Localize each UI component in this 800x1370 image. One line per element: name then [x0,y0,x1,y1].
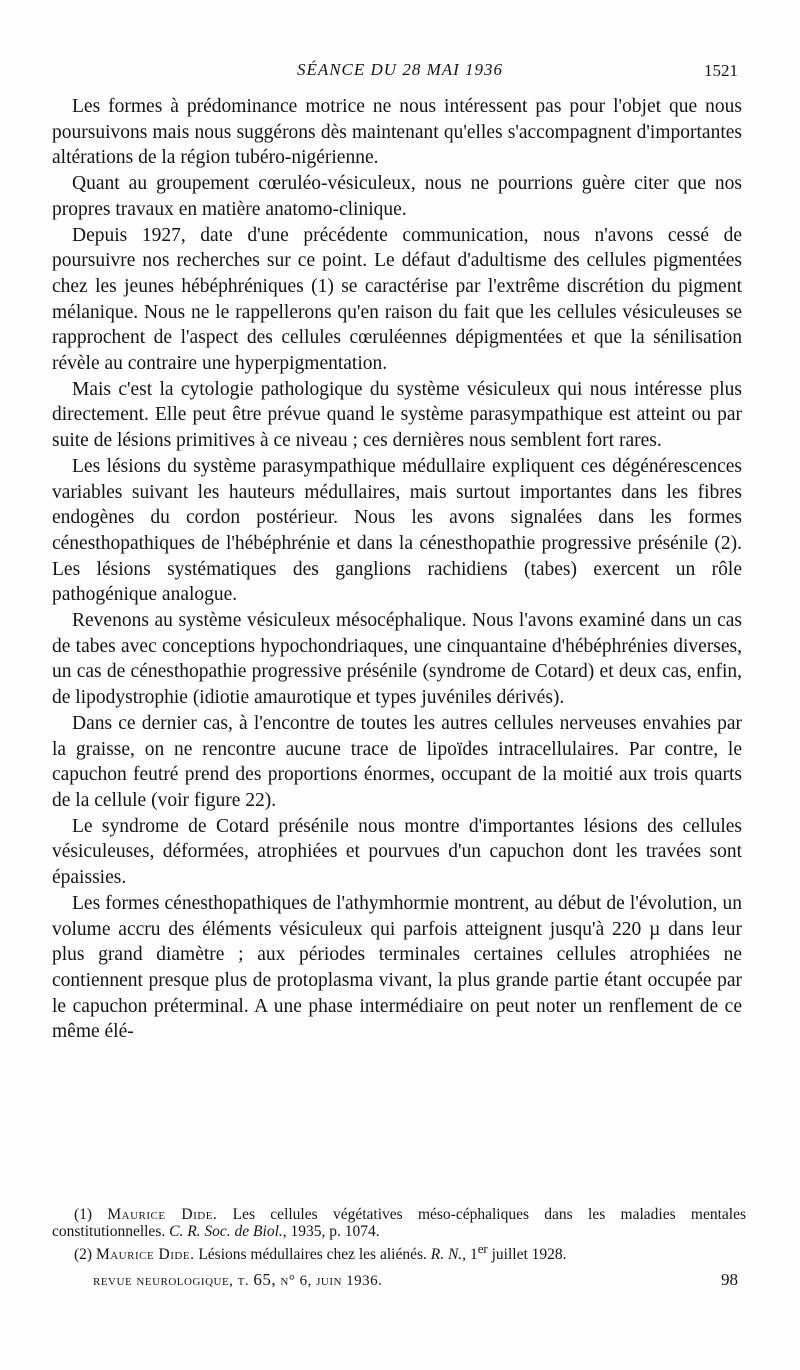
paragraph: Les formes cénesthopathiques de l'athymhormie montrent, au début de l'évolution, un volume accru des éléments vésiculeux qui parfois atteignent jusqu'à 220 µ dans leur plus grand diamètre ; aux périodes terminales certaines cellules atrophiées ne contiennent presque plus de protoplasma vivant, la plus grande partie étant occupée par le capuchon préterminal. A une phase intermédiaire on peut noter un renflement de ce même élé- [52,892,742,1043]
paragraph: Depuis 1927, date d'une précédente communication, nous n'avons cessé de poursuivre nos recherches sur ce point. Le défaut d'adultisme des cellules pigmentées chez les jeunes hébéphréniques (1) se caractérise par l'extrême discrétion du pigment mélanique. Nous ne le rappellerons qu'en raison du fait que les cellules vésiculeuses se rapprochent de l'aspect des cellules cœruléennes dépigmentées et que la sénilisation révèle au contraire une hyperpigmentation. [52,224,742,375]
journal-name: revue neurologique, t. [93,1273,250,1289]
footnote-marker: (2) [74,1246,93,1264]
footnote [52,1207,746,1240]
page-number: 1521 [704,61,738,80]
footnote [52,1241,746,1264]
footnote-rest-sup: er [477,1241,488,1256]
footnote-text: Les cellules végétatives méso-céphaliques dans les maladies mentales constitutionnelles. [52,1206,747,1240]
footnote-rest-prefix: 1 [469,1246,478,1264]
paragraph: Revenons au système vésiculeux mésocéphalique. Nous l'avons examiné dans un cas de tabes avec conceptions hypochondriaques, une cinquantaine d'hébéphrénies diverses, un cas de cénesthopathie progressive présénile (syndrome de Cotard) et deux cas, enfin, de lipodystrophie (idiotie amaurotique et types juvéniles dérivés). [52,610,742,709]
journal-issue: n° 6, juin 1936. [280,1273,383,1289]
footnote-author: Maurice Dide. [95,1246,195,1264]
paragraph: Les lésions du système parasympathique médullaire expliquent ces dégénérescences variables suivant les hauteurs médullaires, mais surtout importantes dans les fibres endogènes du cordon postérieur. Nous les avons signalées dans les formes cénesthopathiques de l'hébéphrénie et dans la cénesthopathie progressive présénile (2). Les lésions systématiques des ganglions rachidiens (tabes) exercent un rôle pathogénique analogue. [52,455,742,606]
footnote-source: C. R. Soc. de Biol., [169,1222,287,1240]
footnote-author: Maurice Dide. [107,1206,218,1223]
footnote-marker: (1) [74,1206,93,1223]
footnote-rest: juillet 1928. [491,1246,567,1264]
sheet-number: 98 [721,1270,738,1289]
paragraph: Mais c'est la cytologie pathologique du système vésiculeux qui nous intéresse plus directement. Elle peut être prévue quand le système parasympathique est atteint ou par suite de lésions primitives à ce niveau ; ces dernières nous semblent fort rares. [52,378,742,452]
footnote-rest: 1935, p. 1074. [290,1222,380,1240]
footnote-text: Lésions médullaires chez les aliénés. [198,1246,427,1264]
footnote-source: R. N., [430,1246,467,1264]
paragraph: Quant au groupement cœruléo-vésiculeux, nous ne pourrions guère citer que nos propres travaux en matière anatomo-clinique. [52,173,742,220]
paragraph: Les formes à prédominance motrice ne nous intéressent pas pour l'objet que nous poursuivons mais nous suggérons dès maintenant qu'elles s'accompagnent d'importantes altérations de la région tubéro-nigérienne. [52,96,742,169]
body-text [52,94,742,1045]
journal-footer [93,1270,382,1290]
journal-volume: 65, [253,1270,277,1289]
paragraph: Le syndrome de Cotard présénile nous montre d'importantes lésions des cellules vésiculeuses, déformées, atrophiées et pourvues d'un capuchon dont les travées sont épaissies. [52,815,742,889]
paragraph: Dans ce dernier cas, à l'encontre de toutes les autres cellules nerveuses envahies par la graisse, on ne rencontre aucune trace de lipoïdes intracellulaires. Par contre, le capuchon feutré prend des proportions énormes, occupant de la moitié aux trois quarts de la cellule (voir figure 22). [52,712,742,811]
running-title: SÉANCE DU 28 MAI 1936 [296,60,504,79]
footnotes [52,1207,746,1265]
